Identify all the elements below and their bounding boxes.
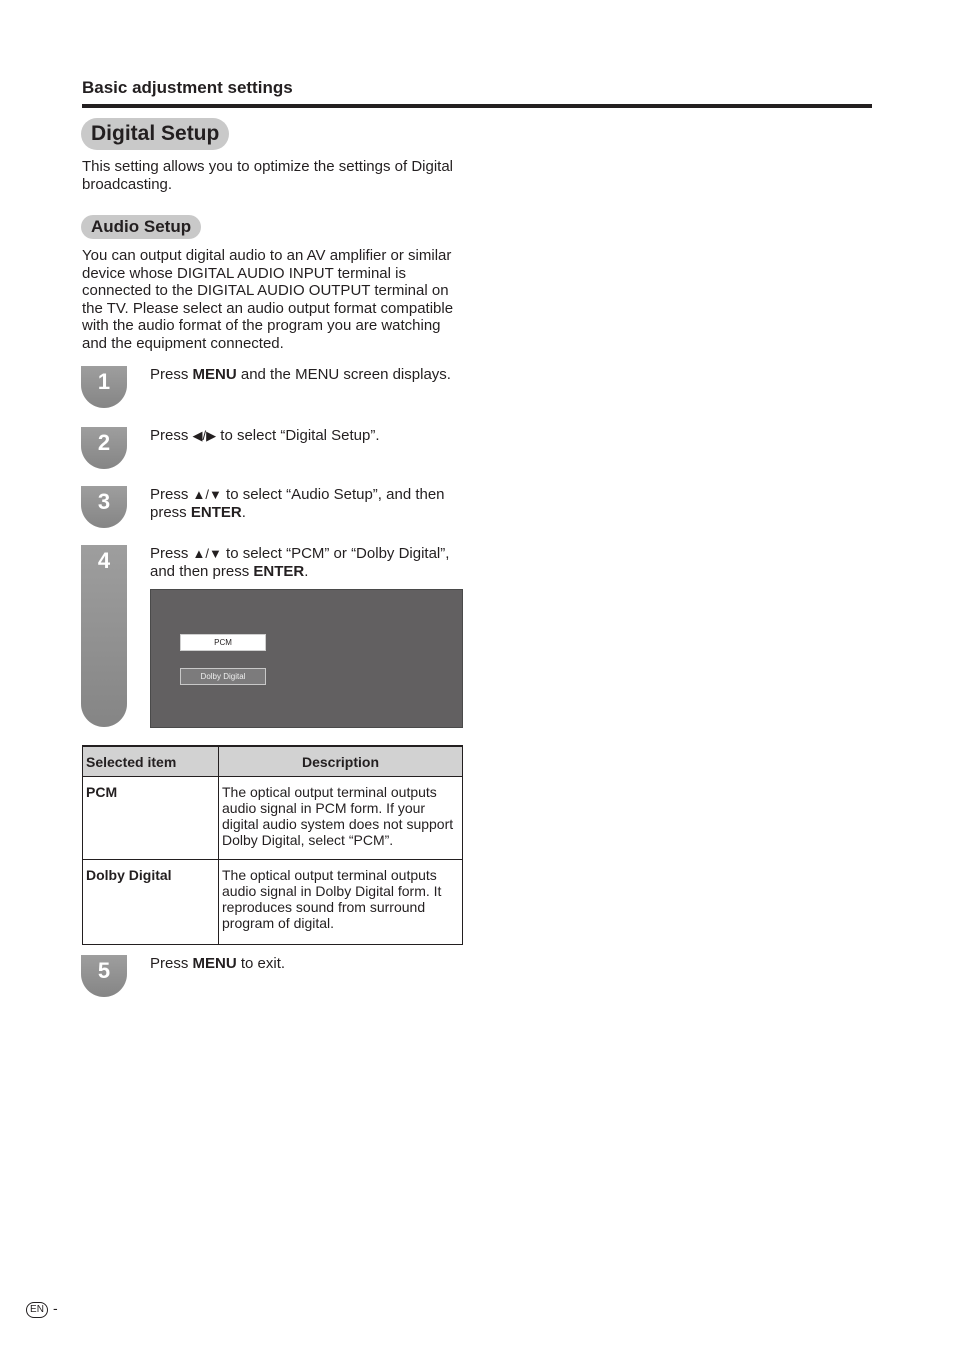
page-number: - <box>53 1300 58 1316</box>
left-right-arrows-icon: ◀/▶ <box>192 428 217 443</box>
step-3-text: Press ▲/▼ to select “Audio Setup”, and then press ENTER. <box>150 486 445 521</box>
enter-key: ENTER <box>190 504 242 521</box>
step-number-4: 4 <box>81 545 127 727</box>
step-2-text: Press ◀/▶ to select “Digital Setup”. <box>150 427 380 444</box>
step-number-2: 2 <box>81 427 127 469</box>
table-cell-description: The optical output terminal outputs audio signal in PCM form. If your digital audio system does not support Dolby Digital, select “PCM”. <box>219 776 463 859</box>
table-cell-item: Dolby Digital <box>83 859 219 944</box>
table-row <box>83 776 463 859</box>
table-row <box>83 859 463 944</box>
step-5-text: Press MENU to exit. <box>150 955 286 972</box>
step-number-1: 1 <box>81 366 127 408</box>
audio-setup-description: You can output digital audio to an AV amplifier or similar device whose DIGITAL AUDIO INPUT terminal is connected to the DIGITAL AUDIO OUTPUT terminal on the TV. Please select an audio output format compatible with the audio format of the program you are watching and the equipment connected. <box>82 247 454 352</box>
step-4-text: Press ▲/▼ to select “PCM” or “Dolby Digital”, and then press ENTER. <box>150 545 450 580</box>
header-rule <box>82 104 872 108</box>
page-title: Digital Setup <box>81 118 229 150</box>
audio-setup-heading: Audio Setup <box>81 215 201 239</box>
pcm-option: PCM <box>180 634 266 651</box>
section-heading: Basic adjustment settings <box>82 78 293 97</box>
step-1-text: Press MENU and the MENU screen displays. <box>150 366 451 383</box>
menu-key: MENU <box>192 366 237 383</box>
menu-key: MENU <box>192 955 237 972</box>
up-down-arrows-icon: ▲/▼ <box>192 487 222 502</box>
dolby-digital-option: Dolby Digital <box>180 668 266 685</box>
selected-item-table <box>82 745 463 945</box>
up-down-arrows-icon: ▲/▼ <box>192 546 222 561</box>
enter-key: ENTER <box>253 563 305 580</box>
language-badge: EN <box>26 1302 48 1318</box>
table-header-description: Description <box>219 746 463 776</box>
step-number-3: 3 <box>81 486 127 528</box>
table-header-item: Selected item <box>83 746 219 776</box>
step-number-5: 5 <box>81 955 127 997</box>
table-cell-item: PCM <box>83 776 219 859</box>
tv-menu-screenshot <box>150 589 463 728</box>
intro-text: This setting allows you to optimize the settings of Digital broadcasting. <box>82 158 454 193</box>
table-cell-description: The optical output terminal outputs audio signal in Dolby Digital form. It reproduces sound from surround program of digital. <box>219 859 463 944</box>
